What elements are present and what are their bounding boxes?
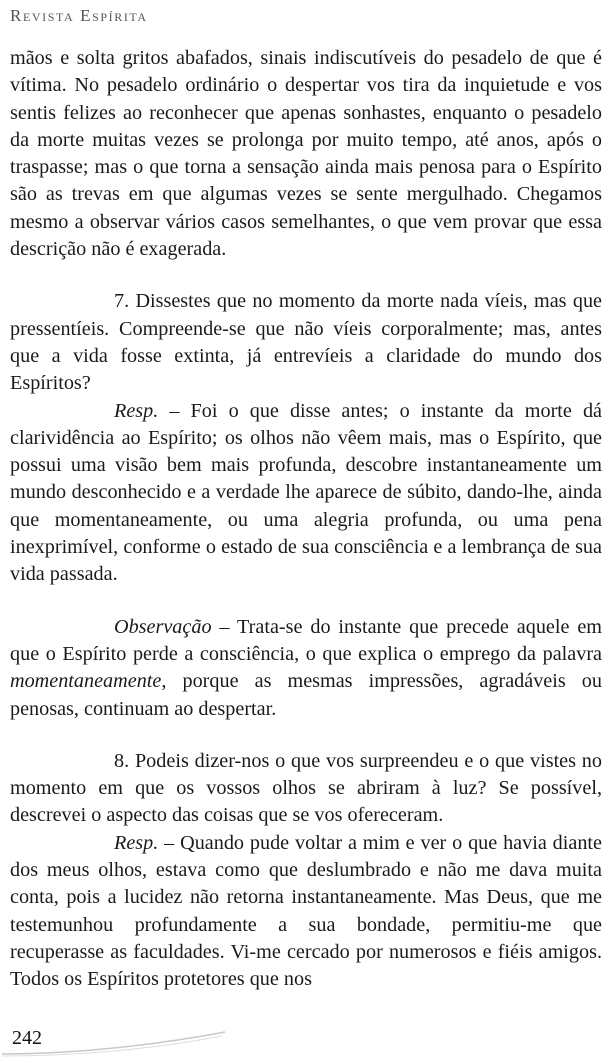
question-7: 7. Dissestes que no momento da morte nada víeis, mas que pressentíeis. Compreende-se que não víeis corporalmente; mas, antes que a vida fosse extinta, já entrevíeis a claridade do mundo dos Espíritos? [10, 290, 602, 395]
answer-8 [10, 830, 602, 994]
answer-7-text: – Foi o que disse antes; o instante da morte dá clarividência ao Espírito; os olhos não vêem mais, mas o Espírito, que possui uma visão bem mais profunda, descobre instantaneamente um mundo desconhecido e a verdade lhe aparece de súbito, dando-lhe, ainda que momentaneamente, ou uma alegria profunda, ou uma pena inexprimível, conforme o estado de sua consciência e a lembrança de sua vida passada. [10, 399, 602, 586]
observation-text-a: – Trata-se do instante que precede aquele em que o Espírito perde a consciência, o que explica o emprego da palavra [10, 615, 602, 665]
page-body [10, 45, 602, 994]
running-header: Revista Espírita [10, 6, 148, 25]
answer-8-text: – Quando pude voltar a mim e ver o que havia diante dos meus olhos, estava como que deslumbrado e não me dava muita conta, pois a lucidez não retorna instantaneamente. Mas Deus, que me testemunhou profundamente a sua bondade, permitiu-me que recuperasse as faculdades. Vi-me cercado por numerosos e fiéis amigos. Todos os Espíritos protetores que nos [10, 831, 602, 991]
question-8: 8. Podeis dizer-nos o que vos surpreendeu e o que vistes no momento em que os vossos olhos se abriram à luz? Se possível, descrevei o aspecto das coisas que se vos ofereceram. [10, 749, 602, 827]
resp-label-2: Resp. [114, 831, 159, 854]
paragraph-continuation: mãos e solta gritos abafados, sinais indiscutíveis do pesadelo de que é vítima. No pesadelo ordinário o despertar vos tira da inquietude e vos sentis felizes ao reconhecer que apenas sonhastes, enquanto o pesadelo da morte muitas vezes se prolonga por muito tempo, até anos, após o traspasse; mas o que torna a sensação ainda mais penosa para o Espírito são as trevas em que algumas vezes se sente mergulhado. Chegamos mesmo a observar vários casos semelhantes, o que vem provar que essa descrição não é exagerada. [10, 47, 602, 261]
observation-emphasis: momentaneamente [10, 670, 162, 693]
answer-7 [10, 398, 602, 589]
resp-label: Resp. [114, 399, 159, 422]
page-number: 242 [12, 1027, 42, 1049]
observation [10, 614, 602, 723]
observation-label: Observação [114, 615, 212, 638]
observation-text-b: , porque as mesmas impressões, agradáveis ou penosas, continuam ao despertar. [10, 670, 602, 720]
